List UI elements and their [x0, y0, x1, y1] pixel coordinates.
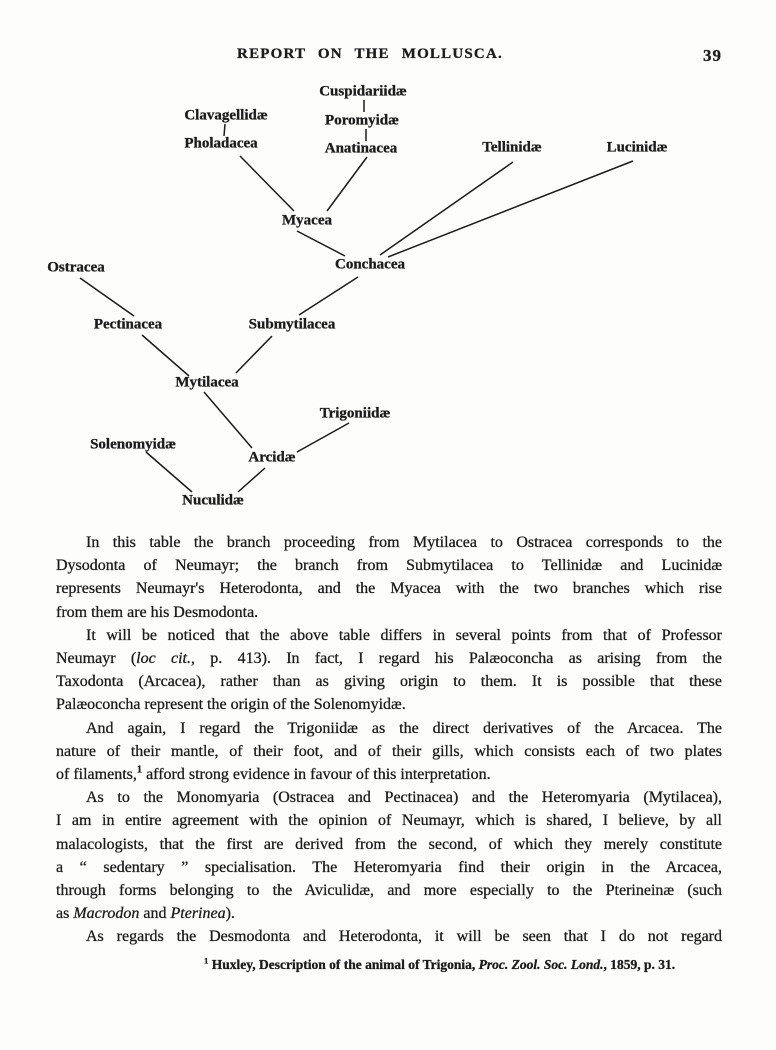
italic-text: Macrodon: [73, 905, 140, 923]
text-segment: In this table the branch proceeding from Mytilacea to Ostracea corresponds to the: [86, 534, 722, 551]
text-segment: Dysodonta of Neumayr; the branch from Submytilacea to Tellinidæ and Lucinidæ: [56, 557, 722, 575]
text-segment: , p. 413). In fact, I regard his Palæoconcha as arising from the: [191, 650, 722, 668]
tree-node-submytilacea: Submytilacea: [248, 316, 336, 333]
paragraph-1-line-2: [56, 554, 722, 577]
paragraph-5-line-1: [56, 925, 722, 948]
tree-edge-pectinacea-mytilacea: [142, 335, 189, 376]
paragraph-1-line-4: [56, 601, 722, 624]
italic-text: Pterinea: [170, 905, 226, 923]
paragraph-4-line-4: [56, 856, 722, 879]
tree-edge-trigoniidae-arcidae: [297, 423, 349, 452]
tree-node-mytilacea: Mytilacea: [175, 374, 239, 391]
tree-edge-mytilacea-arcidae: [204, 392, 252, 448]
tree-edge-clavagellidae-pholadacea: [224, 124, 225, 136]
paragraph-3-line-2: [56, 740, 722, 763]
text-segment: represents Neumayr's Heterodonta, and the Myacea with the two branches which rise: [56, 580, 722, 598]
footnote-marker: 1: [204, 955, 209, 966]
paragraph-2-line-2: [56, 647, 722, 670]
tree-node-conchacea: Conchacea: [335, 256, 405, 273]
paragraph-1-line-3: [56, 577, 722, 600]
italic-text: Proc. Zool. Soc. Lond.: [478, 957, 604, 972]
tree-node-anatinacea: Anatinacea: [324, 140, 398, 157]
text-segment: afford strong evidence in favour of this interpretation.: [142, 766, 491, 784]
paragraph-4-line-2: [56, 809, 722, 832]
tree-edge-solenomyidae-nuculidae: [146, 452, 192, 492]
tree-node-poromyidae: Poromyidæ: [325, 112, 399, 129]
tree-edge-lucinidae-conchacea: [388, 161, 633, 257]
tree-edge-anatinacea-myacea: [327, 157, 367, 211]
tree-node-nuculidae: Nuculidæ: [182, 492, 244, 509]
tree-node-pectinacea: Pectinacea: [93, 316, 163, 333]
paragraph-4-line-1: [56, 786, 722, 809]
tree-node-trigoniidae: Trigoniidæ: [319, 405, 391, 422]
tree-node-solenomyidae: Solenomyidæ: [90, 436, 176, 453]
text-segment: nature of their mantle, of their foot, and of their gills, which consists each of two plates: [56, 742, 722, 760]
paragraph-2-line-1: [56, 624, 722, 647]
tree-node-tellinidae: Tellinidæ: [482, 139, 542, 156]
page-number: 39: [703, 46, 722, 65]
footnote: [56, 956, 722, 973]
tree-node-lucinidae: Lucinidæ: [606, 139, 668, 156]
text-segment: As to the Monomyaria (Ostracea and Pectinacea) and the Heteromyaria (Mytilacea),: [86, 789, 722, 807]
header-title: REPORT ON THE MOLLUSCA.: [237, 46, 503, 62]
italic-text: loc cit.: [136, 650, 191, 668]
text-segment: from them are his Desmodonta.: [56, 603, 259, 621]
tree-node-clavagellidae: Clavagellidæ: [184, 107, 268, 124]
text-segment: a “ sedentary ” specialisation. The Heteromyaria find their origin in the Arcacea,: [56, 858, 722, 876]
text-segment: Palæoconcha represent the origin of the Solenomyidæ.: [56, 696, 406, 714]
text-segment: ).: [225, 905, 235, 923]
tree-node-myacea: Myacea: [282, 212, 332, 229]
text-segment: It will be noticed that the above table differs in several points from that of Professor: [86, 626, 722, 644]
paragraph-3-line-1: [56, 717, 722, 740]
tree-edge-submytilacea-mytilacea: [236, 336, 272, 373]
text-segment: Neumayr (: [56, 650, 137, 668]
tree-node-ostracea: Ostracea: [47, 259, 105, 276]
tree-node-arcidae: Arcidæ: [248, 449, 296, 466]
text-segment: as: [56, 905, 74, 923]
text-segment: malacologists, that the first are derived from the second, of which they merely constitute: [56, 835, 722, 853]
tree-edge-myacea-conchacea: [297, 231, 345, 256]
tree-edge-nuculidae-arcidae: [238, 468, 265, 492]
paragraph-1-line-1: [56, 531, 722, 554]
tree-edge-pholadacea-myacea: [240, 156, 294, 211]
text-segment: and: [139, 905, 171, 923]
footnote-marker: 1: [136, 764, 143, 776]
paragraph-4-line-3: [56, 833, 722, 856]
tree-edge-tellinidae-conchacea: [380, 162, 513, 255]
text-segment: And again, I regard the Trigoniidæ as the direct derivatives of the Arcacea. The: [86, 719, 722, 737]
text-segment: Taxodonta (Arcacea), rather than as giving origin to them. It is possible that these: [56, 673, 722, 691]
text-segment: I am in entire agreement with the opinion of Neumayr, which is shared, I believe, by all: [56, 812, 722, 830]
text-segment: , 1859, p. 31.: [603, 957, 676, 972]
paragraph-3-line-3: [56, 763, 722, 786]
tree-edge-ostracea-pectinacea: [80, 278, 134, 316]
text-segment: of filaments,: [56, 766, 137, 784]
paragraph-2-line-3: [56, 670, 722, 693]
paragraph-2-line-4: [56, 693, 722, 716]
paragraph-4-line-5: [56, 879, 722, 902]
text-segment: Huxley, Description of the animal of Trigonia,: [208, 957, 479, 972]
text-segment: through forms belonging to the Aviculidæ, and more especially to the Pterineinæ (such: [56, 882, 722, 900]
text-segment: As regards the Desmodonta and Heterodonta, it will be seen that I do not regard: [86, 928, 722, 946]
paragraph-4-line-6: [56, 902, 722, 925]
tree-node-pholadacea: Pholadacea: [184, 135, 258, 152]
body-text: [56, 531, 722, 949]
tree-node-cuspidariidae: Cuspidariidæ: [319, 83, 407, 100]
tree-edge-conchacea-submytilacea: [299, 277, 358, 315]
